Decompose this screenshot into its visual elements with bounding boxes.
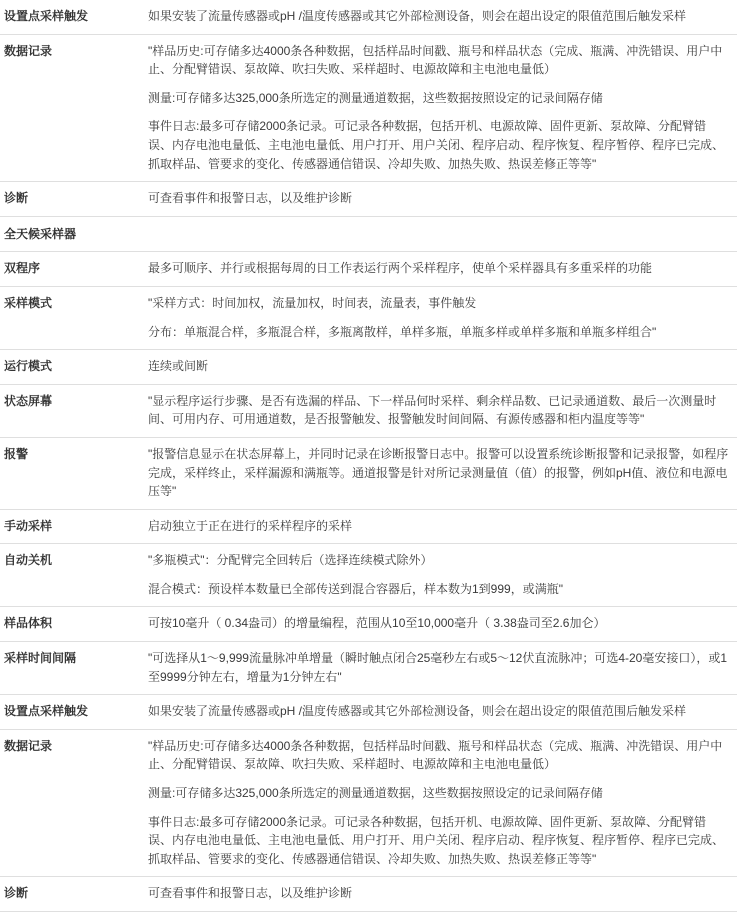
spec-label: 运行模式	[4, 359, 53, 374]
spec-value	[138, 544, 737, 607]
spec-label: 诊断	[4, 191, 29, 206]
spec-row	[0, 34, 737, 182]
spec-value	[138, 695, 737, 730]
spec-value	[138, 437, 737, 509]
spec-value	[138, 384, 737, 437]
spec-value	[138, 182, 737, 217]
spec-paragraph: 最多可顺序、并行或根据每周的日工作表运行两个采样程序，使单个采样器具有多重采样的功能	[148, 261, 653, 276]
spec-row	[0, 350, 737, 385]
spec-label: 状态屏幕	[4, 393, 53, 408]
spec-paragraph: "显示程序运行步骤、是否有选漏的样品、下一样品何时采样、剩余样品数、已记录通道数、最后一次测量时间、可用内存、可用通道数，是否报警触发、报警触发时间间隔、有源传感器和柜内温度等等"	[148, 393, 717, 427]
spec-row	[0, 544, 737, 607]
spec-paragraph: 可按10毫升（ 0.34盎司）的增量编程，范围从10至10,000毫升（ 3.38盎司至2.6加仑）	[148, 616, 606, 631]
spec-paragraph: "报警信息显示在状态屏幕上，并同时记录在诊断报警日志中。报警可以设置系统诊断报警和记录报警，如程序完成，采样终止，采样漏源和满瓶等。通道报警是针对所记录测量值（值）的报警，例如pH值、液位和电源电压等"	[148, 446, 729, 499]
spec-label: 采样时间间隔	[4, 651, 77, 666]
spec-paragraph: 事件日志:最多可存储2000条记录。可记录各种数据，包括开机、电源故障、固件更新、泵故障、分配臂错误、内存电池电量低、主电池电量低、用户打开、用户关闭、程序启动、程序恢复、程序暂停、程序已完成、抓取样品、管要求的变化、传感器通信错误、冷却失败、加热失败、热误差修正等等"	[148, 814, 725, 866]
section-heading: 全天候采样器	[4, 226, 77, 241]
spec-paragraph: "样品历史:可存储多达4000条各种数据，包括样品时间戳、瓶号和样品状态（完成、瓶满、冲洗错误、用户中止、分配臂错误、泵故障、吹扫失败、采样超时、电源故障和主电池电量低）	[148, 43, 723, 77]
spec-value	[138, 607, 737, 642]
spec-value	[138, 286, 737, 349]
spec-paragraph: 事件日志:最多可存储2000条记录。可记录各种数据，包括开机、电源故障、固件更新、泵故障、分配臂错误、内存电池电量低、主电池电量低、用户打开、用户关闭、程序启动、程序恢复、程序暂停、程序已完成、抓取样品、管要求的变化、传感器通信错误、冷却失败、加热失败、热误差修正等等"	[148, 119, 725, 171]
spec-value	[138, 729, 737, 877]
spec-label: 样品体积	[4, 616, 53, 631]
spec-paragraph: "样品历史:可存储多达4000条各种数据，包括样品时间戳、瓶号和样品状态（完成、瓶满、冲洗错误、用户中止、分配臂错误、泵故障、吹扫失败、采样超时、电源故障和主电池电量低）	[148, 738, 723, 772]
spec-paragraph: 测量:可存储多达325,000条所选定的测量通道数据，这些数据按照设定的记录间隔存储	[148, 90, 603, 105]
spec-row	[0, 695, 737, 730]
spec-paragraph: 启动独立于正在进行的采样程序的采样	[148, 518, 353, 533]
spec-paragraph: "可选择从1～9,999流量脉冲单增量（瞬时触点闭合25毫秒左右或5～12伏直流脉冲；可选4-20毫安接口），或1至9999分钟左右，增量为1分钟左右"	[148, 651, 728, 684]
spec-label: 报警	[4, 446, 29, 461]
spec-paragraph: 如果安装了流量传感器或pH /温度传感器或其它外部检测设备，则会在超出设定的限值范围后触发采样	[148, 704, 687, 719]
spec-row	[0, 0, 737, 34]
spec-label: 数据记录	[4, 738, 53, 753]
spec-paragraph: 分布：单瓶混合样，多瓶混合样，多瓶离散样，单样多瓶，单瓶多样或单样多瓶和单瓶多样组合"	[148, 324, 657, 339]
spec-label: 诊断	[4, 886, 29, 901]
spec-paragraph: 可查看事件和报警日志，以及维护诊断	[148, 191, 353, 206]
spec-row	[0, 877, 737, 912]
spec-row	[0, 182, 737, 217]
spec-row	[0, 286, 737, 349]
spec-value	[138, 252, 737, 287]
spec-paragraph: 可查看事件和报警日志，以及维护诊断	[148, 886, 353, 901]
spec-row	[0, 509, 737, 544]
spec-row	[0, 642, 737, 695]
spec-paragraph: 混合模式：预设样本数量已全部传送到混合容器后，样本数为1到999，或满瓶"	[148, 581, 563, 596]
spec-paragraph: "多瓶模式"：分配臂完全回转后（选择连续模式除外）	[148, 553, 433, 568]
spec-paragraph: 连续或间断	[148, 359, 209, 374]
spec-row	[0, 437, 737, 509]
spec-paragraph: 测量:可存储多达325,000条所选定的测量通道数据，这些数据按照设定的记录间隔存储	[148, 786, 603, 801]
spec-value	[138, 350, 737, 385]
spec-label: 手动采样	[4, 518, 53, 533]
spec-value	[138, 0, 737, 34]
spec-value	[138, 509, 737, 544]
spec-value	[138, 877, 737, 912]
spec-label: 数据记录	[4, 43, 53, 58]
spec-row	[0, 252, 737, 287]
spec-label: 自动关机	[4, 553, 53, 568]
spec-paragraph: "采样方式：时间加权，流量加权，时间表，流量表，事件触发	[148, 295, 477, 310]
spec-value	[138, 34, 737, 182]
spec-row	[0, 729, 737, 877]
spec-row	[0, 607, 737, 642]
spec-label: 双程序	[4, 261, 41, 276]
spec-row	[0, 384, 737, 437]
spec-label: 设置点采样触发	[4, 704, 89, 719]
spec-paragraph: 如果安装了流量传感器或pH /温度传感器或其它外部检测设备，则会在超出设定的限值范围后触发采样	[148, 9, 687, 23]
spec-label: 采样模式	[4, 295, 53, 310]
section-heading-row	[0, 216, 737, 252]
spec-label: 设置点采样触发	[4, 9, 89, 23]
spec-value	[138, 642, 737, 695]
